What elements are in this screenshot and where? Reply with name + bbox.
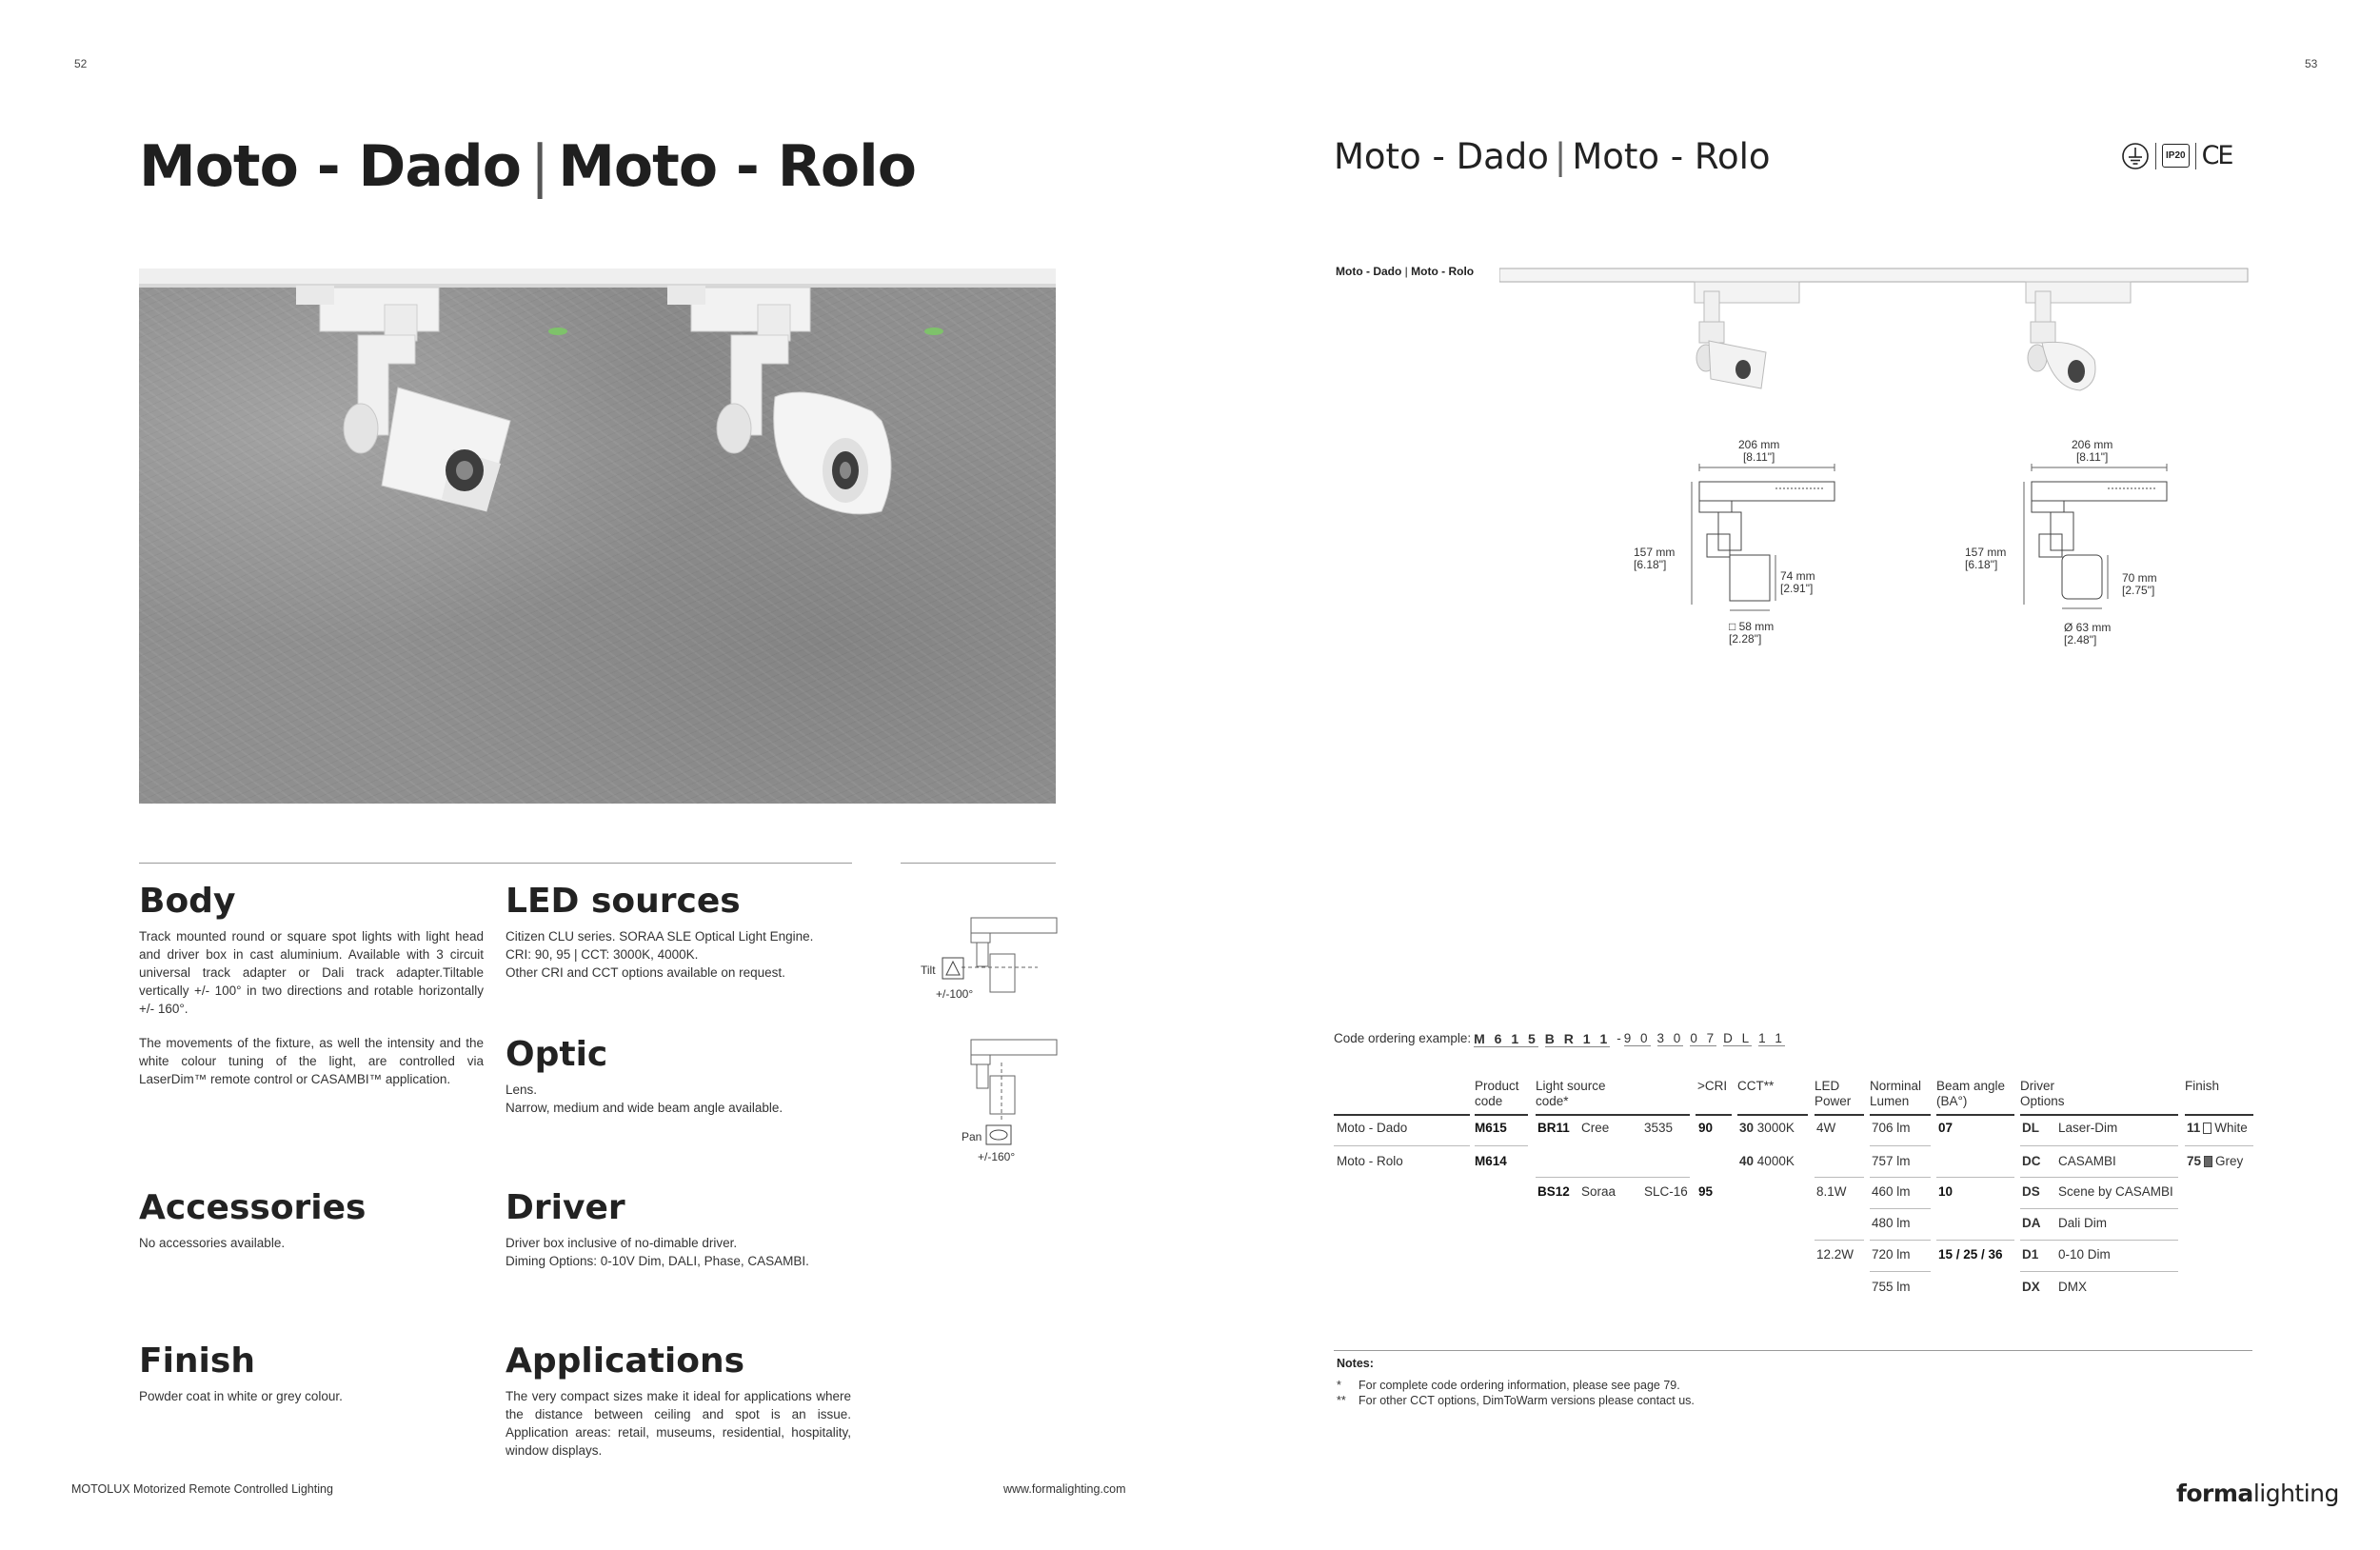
- dado-width: 206 mm [8.11"]: [1738, 438, 1780, 464]
- table-cell: BR11: [1537, 1121, 1570, 1135]
- dado-head-height: 74 mm [2.91"]: [1780, 569, 1815, 595]
- applications-text: The very compact sizes make it ideal for applications where the distance between ceiling and spot is an issue. Application areas: retail, museums, residential, hospitality, window displays.: [506, 1389, 851, 1458]
- th-product: Product code: [1475, 1079, 1519, 1108]
- table-cell: 706 lm: [1872, 1121, 1911, 1135]
- table-cell: 07: [1938, 1121, 1954, 1135]
- note-item: * For complete code ordering information, please see page 79.: [1337, 1379, 1680, 1392]
- driver-text: [506, 1234, 858, 1270]
- rolo-height: 157 mm [6.18"]: [1965, 546, 2007, 571]
- optic-heading: Optic: [506, 1035, 608, 1074]
- table-cell: Moto - Rolo: [1337, 1154, 1403, 1168]
- grey-swatch-icon: [2204, 1156, 2212, 1167]
- row-rule: [1870, 1208, 1931, 1209]
- table-cell: 75 Grey: [2187, 1154, 2244, 1168]
- optic-line: Narrow, medium and wide beam angle available.: [506, 1101, 783, 1115]
- led-line: CRI: 90, 95 | CCT: 3000K, 4000K.: [506, 947, 699, 962]
- code-segment: 3 0: [1656, 1031, 1684, 1045]
- row-rule: [2020, 1271, 2178, 1272]
- table-cell: Soraa: [1581, 1184, 1616, 1199]
- table-cell: 40 4000K: [1739, 1154, 1795, 1168]
- driver-line: Driver box inclusive of no-dimable driver.: [506, 1236, 738, 1250]
- row-rule: [1536, 1177, 1690, 1178]
- row-rule: [2020, 1145, 2178, 1146]
- table-cell: 720 lm: [1872, 1247, 1911, 1262]
- table-cell: 4W: [1816, 1121, 1836, 1135]
- col-rule: [2185, 1114, 2253, 1116]
- page-title: Moto - Dado | Moto - Rolo: [139, 133, 916, 200]
- col-rule: [1936, 1114, 2014, 1116]
- divider-right: [901, 863, 1056, 864]
- row-rule: [1815, 1177, 1864, 1178]
- col-rule: [1696, 1114, 1732, 1116]
- code-segment: D L: [1723, 1031, 1753, 1045]
- table-cell: Moto - Dado: [1337, 1121, 1408, 1135]
- ground-icon: [2121, 142, 2150, 170]
- table-cell: 12.2W: [1816, 1247, 1854, 1262]
- col-rule: [1737, 1114, 1808, 1116]
- table-cell: 757 lm: [1872, 1154, 1911, 1168]
- code-example: [1334, 1031, 1785, 1047]
- brand-logo: formalighting: [2176, 1480, 2339, 1507]
- note-item: ** For other CCT options, DimToWarm versions please contact us.: [1337, 1394, 1695, 1407]
- col-rule: [1536, 1114, 1690, 1116]
- table-cell: DA Dali Dim: [2022, 1216, 2108, 1230]
- tilt-label: Tilt: [921, 964, 936, 977]
- table-cell: 95: [1698, 1184, 1714, 1199]
- table-cell: Cree: [1581, 1121, 1610, 1135]
- row-rule: [2020, 1240, 2178, 1241]
- code-segment: 0 7: [1690, 1031, 1717, 1045]
- row-rule: [1936, 1177, 2014, 1178]
- col-rule: [1475, 1114, 1528, 1116]
- th-driver: Driver Options: [2020, 1079, 2065, 1108]
- table-cell: DL Laser-Dim: [2022, 1121, 2118, 1135]
- row-rule: [1870, 1177, 1931, 1178]
- driver-line: Diming Options: 0-10V Dim, DALI, Phase, CASAMBI.: [506, 1254, 809, 1268]
- th-cct: CCT**: [1737, 1079, 1775, 1093]
- th-power: LED Power: [1815, 1079, 1852, 1108]
- ce-icon: CE: [2201, 141, 2232, 170]
- tilt-range: +/-100°: [936, 987, 974, 1001]
- body-heading: Body: [139, 882, 236, 921]
- row-rule: [2020, 1177, 2178, 1178]
- table-cell: D1 0-10 Dim: [2022, 1247, 2111, 1262]
- dado-drawing: [1671, 460, 1842, 641]
- th-lumen: Norminal Lumen: [1870, 1079, 1922, 1108]
- table-cell: M614: [1475, 1154, 1507, 1168]
- product-photo: [139, 268, 1056, 804]
- accessories-heading: Accessories: [139, 1188, 367, 1227]
- pan-range: +/-160°: [978, 1150, 1016, 1163]
- col-rule: [2020, 1114, 2178, 1116]
- footer-left: MOTOLUX Motorized Remote Controlled Lighting: [71, 1482, 333, 1496]
- table-cell: DX DMX: [2022, 1280, 2087, 1294]
- divider-left: [139, 863, 852, 864]
- white-swatch-icon: [2203, 1123, 2211, 1134]
- led-line: Other CRI and CCT options available on request.: [506, 965, 785, 980]
- code-segment: B R 1 1: [1544, 1031, 1611, 1046]
- table-cell: 460 lm: [1872, 1184, 1911, 1199]
- row-rule: [1936, 1240, 2014, 1241]
- col-rule: [1870, 1114, 1931, 1116]
- th-beam: Beam angle (BA°): [1936, 1079, 2006, 1108]
- table-cell: M615: [1475, 1121, 1507, 1135]
- body-text: [139, 927, 484, 1088]
- table-cell: 480 lm: [1872, 1216, 1911, 1230]
- optic-line: Lens.: [506, 1083, 538, 1097]
- table-cell: BS12: [1537, 1184, 1570, 1199]
- table-cell: 90: [1698, 1121, 1714, 1135]
- table-cell: 11 White: [2187, 1121, 2248, 1135]
- row-rule: [1870, 1271, 1931, 1272]
- certifications: [2121, 141, 2232, 170]
- table-cell: 30 3000K: [1739, 1121, 1795, 1135]
- row-rule: [2185, 1145, 2253, 1146]
- right-title: Moto - Dado | Moto - Rolo: [1334, 136, 1771, 177]
- applications-heading: Applications: [506, 1341, 745, 1381]
- code-segment: 1 1: [1758, 1031, 1785, 1045]
- table-cell: 755 lm: [1872, 1280, 1911, 1294]
- rolo-drawing: [2003, 460, 2174, 641]
- notes-divider: [1334, 1350, 2252, 1351]
- track-lights-illustration: [139, 268, 1056, 804]
- row-rule: [1870, 1240, 1931, 1241]
- code-segment: M 6 1 5: [1474, 1031, 1538, 1046]
- led-sources-heading: LED sources: [506, 882, 741, 921]
- optic-text: [506, 1081, 858, 1117]
- pan-label: Pan: [962, 1130, 982, 1143]
- code-example-label: Code ordering example:: [1334, 1031, 1472, 1045]
- table-cell: SLC-16: [1644, 1184, 1688, 1199]
- row-rule: [1815, 1240, 1864, 1241]
- row-rule: [1870, 1145, 1931, 1146]
- body-paragraph-2: The movements of the fixture, as well the intensity and the white colour tuning of the light, are controlled via LaserDim™ remote control or CASAMBI™ application.: [139, 1036, 484, 1086]
- ip20-icon: IP20: [2162, 144, 2190, 168]
- footer-url[interactable]: www.formalighting.com: [1003, 1482, 1126, 1496]
- table-cell: DS Scene by CASAMBI: [2022, 1184, 2173, 1199]
- code-segment: -: [1616, 1031, 1621, 1045]
- code-segment: 9 0: [1623, 1031, 1651, 1045]
- finish-text: Powder coat in white or grey colour.: [139, 1389, 343, 1403]
- driver-heading: Driver: [506, 1188, 625, 1227]
- row-rule: [2020, 1208, 2178, 1209]
- rolo-head-height: 70 mm [2.75"]: [2122, 571, 2157, 597]
- col-rule: [1815, 1114, 1864, 1116]
- finish-heading: Finish: [139, 1341, 255, 1381]
- page-number-right: 53: [2305, 57, 2318, 70]
- dado-height: 157 mm [6.18"]: [1634, 546, 1676, 571]
- track-diagram: [1499, 265, 2251, 417]
- th-cri: >CRI: [1697, 1079, 1728, 1093]
- notes-title: Notes:: [1337, 1357, 1374, 1370]
- page-number-left: 52: [74, 57, 88, 70]
- table-cell: 3535: [1644, 1121, 1674, 1135]
- table-cell: 10: [1938, 1184, 1954, 1199]
- th-light-source: Light source code*: [1536, 1079, 1606, 1108]
- th-finish: Finish: [2185, 1079, 2220, 1093]
- row-rule: [1475, 1145, 1528, 1146]
- table-cell: 15 / 25 / 36: [1938, 1247, 2003, 1262]
- tilt-diagram: [914, 912, 1061, 998]
- body-paragraph-1: Track mounted round or square spot lights with light head and driver box in cast aluminium. Available with 3 circuit universal track adapter or Dali track adapter.Tiltable vertically +/- 100° in two directions and rotable horizontally +/- 160°.: [139, 929, 484, 1016]
- cert-separator: [2195, 143, 2196, 169]
- accessories-text: No accessories available.: [139, 1236, 286, 1250]
- col-rule: [1334, 1114, 1470, 1116]
- led-sources-text: [506, 927, 858, 982]
- table-cell: 8.1W: [1816, 1184, 1847, 1199]
- cert-separator: [2155, 143, 2156, 169]
- rolo-width: 206 mm [8.11"]: [2072, 438, 2113, 464]
- track-label: Moto - Dado | Moto - Rolo: [1336, 265, 1475, 278]
- led-line: Citizen CLU series. SORAA SLE Optical Light Engine.: [506, 929, 814, 944]
- rolo-head-width: Ø 63 mm [2.48"]: [2064, 621, 2112, 646]
- row-rule: [1334, 1145, 1470, 1146]
- dado-head-width: □ 58 mm [2.28"]: [1729, 620, 1775, 646]
- table-cell: DC CASAMBI: [2022, 1154, 2116, 1168]
